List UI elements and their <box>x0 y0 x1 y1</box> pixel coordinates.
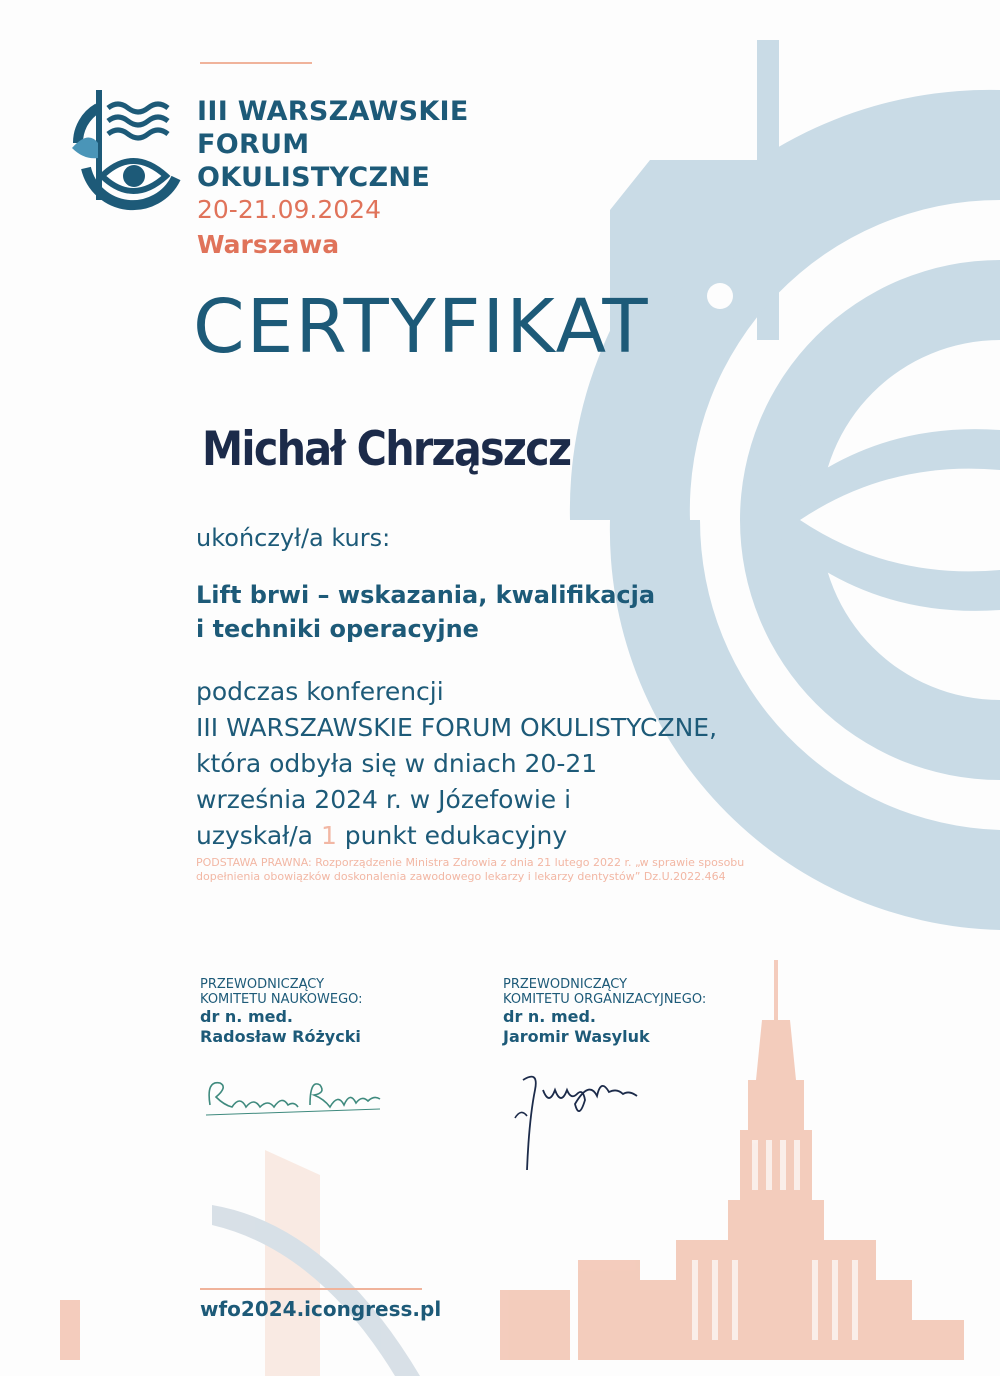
bottom-divider <box>200 1288 422 1290</box>
body-line: która odbyła się w dniach 20-21 <box>196 749 598 778</box>
course-title-line: Lift brwi – wskazania, kwalifikacja <box>196 581 656 609</box>
event-city: Warszawa <box>197 230 340 259</box>
points-line <box>196 818 717 854</box>
event-title-line: OKULISTYCZNE <box>197 162 431 193</box>
course-title <box>196 578 655 646</box>
signatory-scientific-committee <box>200 977 363 1047</box>
body-line: podczas konferencji <box>196 677 444 706</box>
top-divider <box>200 62 312 64</box>
body-line: września 2024 r. w Józefowie i <box>196 785 572 814</box>
event-title <box>197 95 469 194</box>
points-prefix: uzyskał/a <box>196 821 321 850</box>
forum-logo <box>58 88 188 228</box>
event-dates: 20-21.09.2024 <box>197 195 381 224</box>
signatory-role-line: PRZEWODNICZĄCY <box>200 977 325 992</box>
signatory-title: dr n. med. <box>200 1007 294 1026</box>
event-title-line: III WARSZAWSKIE <box>197 96 469 127</box>
legal-basis-note: PODSTAWA PRAWNA: Rozporządzenie Ministra Zdrowia z dnia 21 lutego 2022 r. „w sprawie sposobu dopełnienia obowiązków doskonalenia zawodowego lekarzy i lekarzy dentystów” Dz.U.2022.464 <box>196 856 745 883</box>
website-link[interactable]: wfo2024.icongress.pl <box>200 1297 442 1321</box>
signatory-title: dr n. med. <box>503 1007 597 1026</box>
signatory-role-line: KOMITETU ORGANIZACYJNEGO: <box>503 992 707 1007</box>
completed-label: ukończył/a kurs: <box>196 524 391 552</box>
recipient-name: Michał Chrząszcz <box>202 422 571 477</box>
signatory-name: Jaromir Wasyluk <box>503 1027 650 1046</box>
signatory-name: Radosław Różycki <box>200 1027 361 1046</box>
points-value: 1 <box>320 821 337 850</box>
course-title-line: i techniki operacyjne <box>196 615 479 643</box>
points-suffix: punkt edukacyjny <box>336 821 568 850</box>
certificate-title: CERTYFIKAT <box>193 284 650 370</box>
signatory-role-line: PRZEWODNICZĄCY <box>503 977 628 992</box>
body-line: III WARSZAWSKIE FORUM OKULISTYCZNE, <box>196 713 718 742</box>
signatory-organizing-committee <box>503 977 706 1047</box>
event-title-line: FORUM <box>197 129 310 160</box>
signatory-role-line: KOMITETU NAUKOWEGO: <box>200 992 363 1007</box>
certificate-body <box>196 674 717 854</box>
signature-rozycki <box>198 1065 388 1125</box>
signature-wasyluk <box>505 1060 645 1180</box>
